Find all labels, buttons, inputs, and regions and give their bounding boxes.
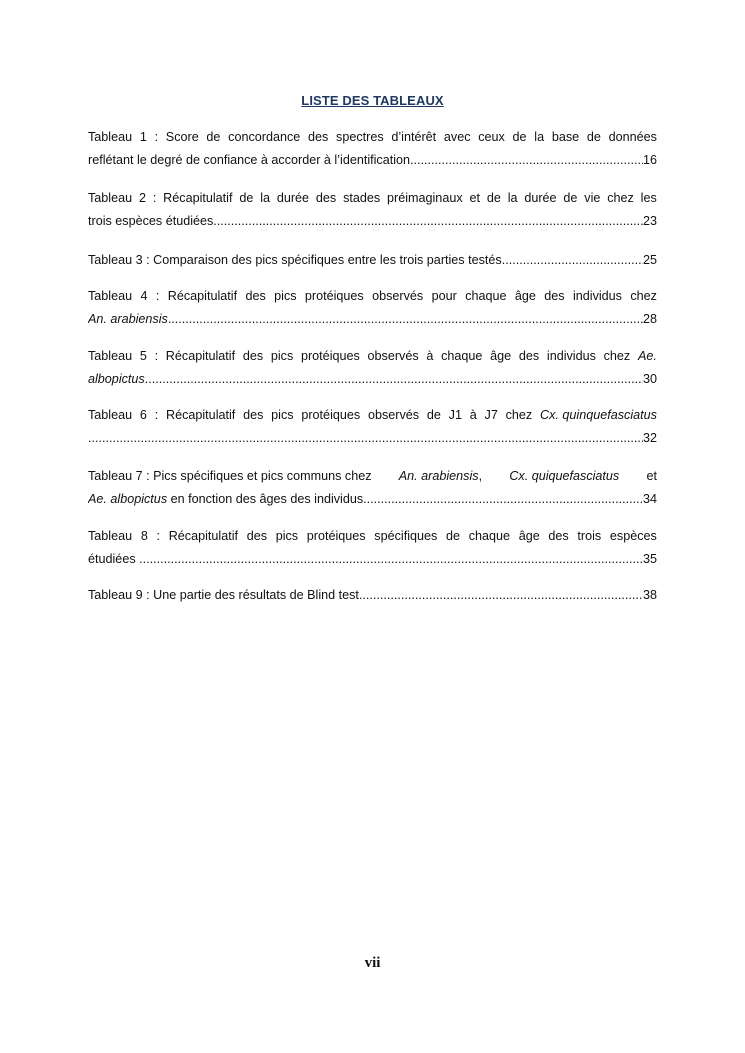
entry-line — [88, 285, 657, 308]
entry-text-tail: et — [646, 469, 657, 483]
word: de — [426, 408, 441, 422]
word: individus — [546, 349, 596, 363]
word: à — [426, 349, 434, 363]
entry-line — [88, 404, 657, 427]
dot-leader — [145, 368, 643, 391]
word: chaque — [468, 529, 511, 543]
list-item-tableau-5[interactable] — [88, 345, 657, 391]
list-item-tableau-9[interactable] — [88, 584, 657, 607]
page-number: 38 — [642, 588, 657, 602]
list-item-tableau-1[interactable] — [88, 126, 657, 172]
word: Tableau — [88, 529, 133, 543]
word: Récapitulatif — [165, 349, 236, 363]
word: concordance — [228, 130, 301, 144]
entry-line — [88, 548, 657, 571]
entry-line — [88, 149, 657, 172]
list-item-tableau-8[interactable] — [88, 525, 657, 571]
word: ceux — [478, 130, 505, 144]
word: 1 — [139, 130, 147, 144]
word: Récapitulatif — [165, 408, 236, 422]
entry-text: Tableau 7 : Pics spécifiques et pics communs chez — [88, 469, 372, 483]
page-number: 35 — [642, 552, 657, 566]
word: : — [152, 191, 157, 205]
entry-line — [88, 308, 657, 331]
word: des — [245, 289, 266, 303]
word: les — [640, 191, 657, 205]
entry-line — [88, 126, 657, 149]
word: chez — [603, 349, 631, 363]
dot-leader — [367, 488, 643, 511]
word: durée — [276, 191, 310, 205]
word: la — [534, 130, 545, 144]
word: Tableau — [88, 289, 133, 303]
word: pics — [270, 349, 294, 363]
word: chaque — [465, 289, 507, 303]
word: 6 — [139, 408, 147, 422]
word: : — [155, 289, 160, 303]
word: de — [206, 130, 221, 144]
word: âge — [518, 529, 540, 543]
entry-line — [88, 249, 657, 272]
word: de — [563, 191, 578, 205]
entry-text: étudiées — [88, 552, 140, 566]
dot-leader — [139, 548, 643, 571]
dot-leader — [217, 210, 643, 233]
dot-leader — [410, 149, 643, 172]
word: durée — [524, 191, 557, 205]
page-title: LISTE DES TABLEAUX — [301, 93, 444, 108]
page-number: 25 — [642, 253, 657, 267]
species-name: albopictus — [88, 372, 145, 386]
word: des — [315, 191, 337, 205]
word: trois — [577, 529, 602, 543]
entry-text-rest: en fonction des âges des individus. — [167, 492, 367, 506]
species-name-b: Cx. quiquefasciatus — [509, 469, 620, 483]
word: des — [243, 408, 264, 422]
separator: , — [478, 469, 483, 483]
entry-line — [88, 465, 657, 488]
word: individus — [572, 289, 622, 303]
species-name-a: An. arabiensis — [398, 469, 479, 483]
word: de — [486, 191, 501, 205]
word: d’intérêt — [391, 130, 437, 144]
word: de — [446, 529, 461, 543]
word: Score — [165, 130, 199, 144]
word: chaque — [441, 349, 483, 363]
word: avec — [443, 130, 471, 144]
species-name — [399, 465, 482, 488]
word: spectres — [336, 130, 384, 144]
entry-line — [88, 210, 657, 233]
page-number: 34 — [642, 492, 657, 506]
entry-line — [88, 525, 657, 548]
word: J1 — [448, 408, 462, 422]
word: Tableau — [88, 408, 133, 422]
word: âge — [490, 349, 512, 363]
list-item-tableau-3[interactable] — [88, 249, 657, 272]
word: des — [308, 130, 329, 144]
word: pics — [271, 408, 294, 422]
word: vie — [584, 191, 601, 205]
word: chez — [607, 191, 634, 205]
word: : — [154, 349, 159, 363]
word: Récapitulatif — [167, 289, 238, 303]
word: protéiques — [306, 529, 366, 543]
word: de — [512, 130, 527, 144]
word: observés — [367, 349, 419, 363]
word: la — [507, 191, 518, 205]
word: des — [246, 529, 268, 543]
dot-leader — [168, 308, 643, 331]
entry-line — [88, 345, 657, 368]
word: protéiques — [300, 349, 360, 363]
word: de — [586, 130, 601, 144]
list-item-tableau-4[interactable] — [88, 285, 657, 331]
list-item-tableau-2[interactable] — [88, 187, 657, 233]
word: données — [608, 130, 657, 144]
entry-line — [88, 488, 657, 511]
word: base — [551, 130, 580, 144]
word: chez — [505, 408, 533, 422]
word: âge — [514, 289, 536, 303]
entry-text: Tableau 9 : Une partie des résultats de Blind test — [88, 588, 359, 602]
word: J7 — [484, 408, 498, 422]
page-number: 32 — [642, 431, 657, 445]
word: préimaginaux — [387, 191, 463, 205]
word: stades — [343, 191, 381, 205]
entry-line — [88, 584, 657, 607]
species-name: Cx. quinquefasciatus — [540, 408, 657, 422]
word: pour — [431, 289, 457, 303]
word: observés — [367, 408, 420, 422]
dot-leader — [502, 249, 643, 272]
page-number: 23 — [642, 214, 657, 228]
word: Tableau — [88, 349, 133, 363]
word: Récapitulatif — [163, 191, 233, 205]
word: de — [239, 191, 254, 205]
word: : — [156, 529, 161, 543]
entry-text: trois espèces étudiées. — [88, 214, 217, 228]
dot-leader — [88, 427, 643, 450]
word: 8 — [140, 529, 148, 543]
word: espèces — [609, 529, 657, 543]
entry-line — [88, 187, 657, 210]
word: la — [260, 191, 270, 205]
word: des — [518, 349, 540, 363]
species-name: An. arabiensis — [88, 312, 168, 326]
word: : — [154, 408, 159, 422]
entry-text — [88, 368, 145, 391]
word: à — [469, 408, 477, 422]
entry-text — [88, 488, 367, 511]
page-folio: vii — [364, 955, 381, 971]
page-number: 30 — [642, 372, 657, 386]
word: pics — [274, 289, 297, 303]
word: : — [154, 130, 159, 144]
word: 5 — [139, 349, 147, 363]
dot-leader — [359, 584, 643, 607]
list-item-tableau-6[interactable] — [88, 404, 657, 450]
entry-text: reflétant le degré de confiance à accorder à l’identification — [88, 153, 411, 167]
word: 4 — [140, 289, 148, 303]
species-name — [509, 465, 619, 488]
word: Tableau — [88, 191, 133, 205]
entry-text — [88, 308, 168, 331]
word: observés — [372, 289, 424, 303]
entry-line — [88, 427, 657, 450]
word: Tableau — [88, 130, 133, 144]
word: des — [544, 289, 565, 303]
species-name: Ae. albopictus — [88, 492, 168, 506]
species-name: Ae. — [637, 349, 657, 363]
entry-line — [88, 368, 657, 391]
page-number: 28 — [642, 312, 657, 326]
word: des — [242, 349, 264, 363]
word: chez — [630, 289, 657, 303]
entry-text: Tableau 3 : Comparaison des pics spécifiques entre les trois parties testés — [88, 253, 502, 267]
word: spécifiques — [374, 529, 438, 543]
word: protéiques — [304, 289, 364, 303]
word: des — [548, 529, 569, 543]
word: 2 — [138, 191, 146, 205]
word: Récapitulatif — [168, 529, 239, 543]
list-item-tableau-7[interactable] — [88, 465, 657, 511]
page-number: 16 — [642, 153, 657, 167]
word: pics — [275, 529, 299, 543]
word: protéiques — [301, 408, 361, 422]
word: et — [469, 191, 480, 205]
